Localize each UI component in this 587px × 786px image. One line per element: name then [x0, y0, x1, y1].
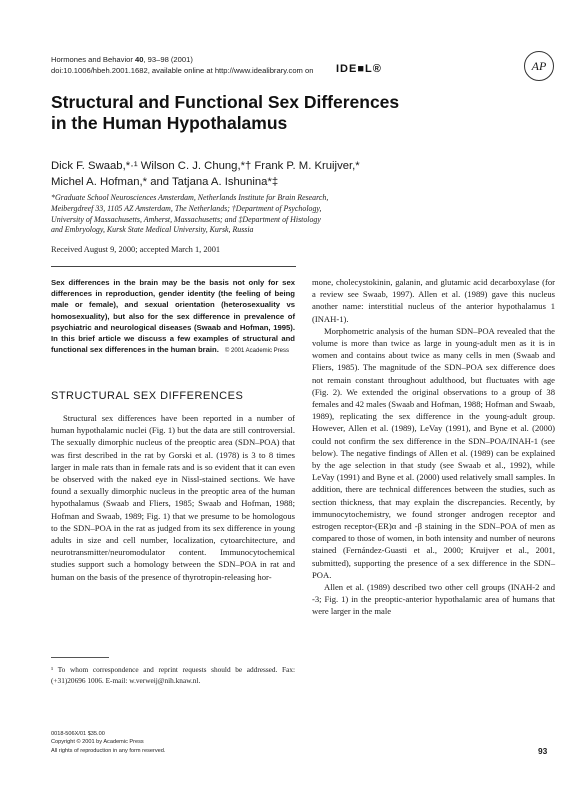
author-list: [51, 158, 531, 190]
copyright-line: Copyright © 2001 by Academic Press: [51, 739, 144, 746]
authors-line-1: Dick F. Swaab,*·¹ Wilson C. J. Chung,*† Frank P. M. Kruijver,*: [51, 160, 360, 172]
body-paragraph: Structural sex differences have been reported in a number of human hypothalamic nuclei (Fig. 1) but the data are still controversial. The sexually dimorphic nucleus of the preoptic area (SDN–POA) that was first described in the rat by Gorski et al. (1978) is 3 to 8 times larger in male rats than in female rats and is so evident that it can even be observed with the naked eye in Nissl-stained sections. We have found a sexually dimorphic nucleus in the preoptic area of the human hypothalamus (Swaab and Fliers, 1985; Swaab and Hofman, 1988; Hofman and Swaab, 1989; Fig. 1) that we presume to be homologous to the SDN–POA in the rat as judged from its sex difference in young adults in size and cell number, localization, cytoarchitecture, and neurotransmitter/neuromodulator content. Immunocytochemical studies support such a homology between the SDN–POA in rat and human on the basis of the presence of thyrotropin-releasing hor-: [51, 413, 295, 582]
correspondence-footnote: ¹ To whom correspondence and reprint requests should be addressed. Fax: (+31)20696 1006. E-mail: w.verweij@nih.knaw.nl.: [51, 665, 295, 685]
journal-pages: , 93–98 (2001): [143, 55, 193, 64]
affiliation-line: Meibergdreef 33, 1105 AZ Amsterdam, The Netherlands; †Department of Psychology,: [51, 203, 322, 213]
journal-citation: [51, 54, 313, 76]
title-line-2: in the Human Hypothalamus: [51, 113, 288, 133]
section-heading: STRUCTURAL SEX DIFFERENCES: [51, 390, 244, 402]
received-dates: Received August 9, 2000; accepted March 1, 2001: [51, 245, 221, 254]
issn-line: 0018-506X/01 $35.00: [51, 731, 105, 737]
body-paragraph: mone, cholecystokinin, galanin, and glutamic acid decarboxylase (for a review see Swaab, 1997). Allen et al. (1989) gave this nucleus another name: interstitial nucleus of the anterior hypothalamus 1 (INAH-1).: [312, 277, 555, 324]
body-paragraph: Morphometric analysis of the human SDN–POA revealed that the volume is more than twice as large in young-adult men as it is in women and contains about twice as many cells in men (Swaab and Fliers, 1985). The magnitude of the SDN–POA sex difference does not remain constant throughout adulthood, but fluctuates with age (Fig. 2). We extended the original observations to a group of 38 females and 42 males (Swaab and Hofman, 1988; Hofman and Swaab, 1989), replicating the sex difference in the young-adult group. However, Allen et al. (1989), LeVay (1991), and Byne et al. (2000) could not confirm the sex difference in the SDN–POA/INAH-1 (see below). The negative findings of Allen et al. (1989) can be explained by the age selection in that study (see Swaab et al., 1992), while LeVay (1991) and Byne et al. (2000) used relatively small samples. In addition, there are technical differences between the studies, such as section thickness, that may explain the discrepancies. Recently, by immunocytochemistry, we found stronger androgen receptor and estrogen receptor-(ER)α and -β staining in the SDN–POA of men as compared to those of women, in both intensity and number of neurons stained (Fernández-Guasti et al., 2000; Kruijver et al., 2001, submitted), supporting the presence of a sex difference in the SDN–POA.: [312, 325, 555, 580]
affiliation-line: and Embryology, Kursk State Medical University, Kursk, Russia: [51, 225, 254, 235]
affiliations: [51, 193, 391, 236]
abstract-copyright: © 2001 Academic Press: [224, 348, 290, 355]
affiliation-line: University of Massachusetts, Amherst, Massachusetts; and ‡Department of Histology: [51, 214, 321, 224]
page-number: 93: [538, 746, 548, 756]
doi-line: doi:10.1006/hbeh.2001.1682, available online at http://www.idealibrary.com on: [51, 66, 314, 75]
abstract-divider: [51, 266, 296, 267]
left-column-body: [51, 412, 295, 583]
journal-volume: 40: [135, 55, 144, 64]
journal-name: Hormones and Behavior: [51, 55, 135, 64]
title-line-1: Structural and Functional Sex Differences: [51, 92, 400, 112]
publisher-footer: [51, 730, 165, 755]
authors-line-2: Michel A. Hofman,* and Tatjana A. Ishunina*‡: [51, 176, 279, 188]
rights-line: All rights of reproduction in any form reserved.: [51, 747, 166, 754]
body-paragraph: Allen et al. (1989) described two other cell groups (INAH-2 and -3; Fig. 1) in the preoptic-anterior hypothalamic area of humans that were larger in the male: [312, 582, 555, 617]
ideal-library-logo: IDE■L®: [336, 63, 382, 75]
footnote-divider: [51, 657, 109, 658]
abstract: [51, 277, 295, 357]
right-column-body: [312, 276, 555, 618]
journal-line: [51, 54, 313, 65]
affiliation-line: *Graduate School Neurosciences Amsterdam, Netherlands Institute for Brain Research,: [51, 193, 329, 202]
abstract-text: Sex differences in the brain may be the basis not only for sex differences in reproduction, gender identity (the feeling of being male or female), and sexual orientation (heterosexuality vs homosexuality), but also for the sex difference in prevalence of psychiatric and neurological diseases (Swaab and Hofman, 1995). In this brief article we discuss a few examples of structural and functional sex differences in the human brain.: [51, 278, 295, 355]
article-title: [51, 92, 531, 134]
academic-press-logo: AP: [524, 51, 554, 81]
